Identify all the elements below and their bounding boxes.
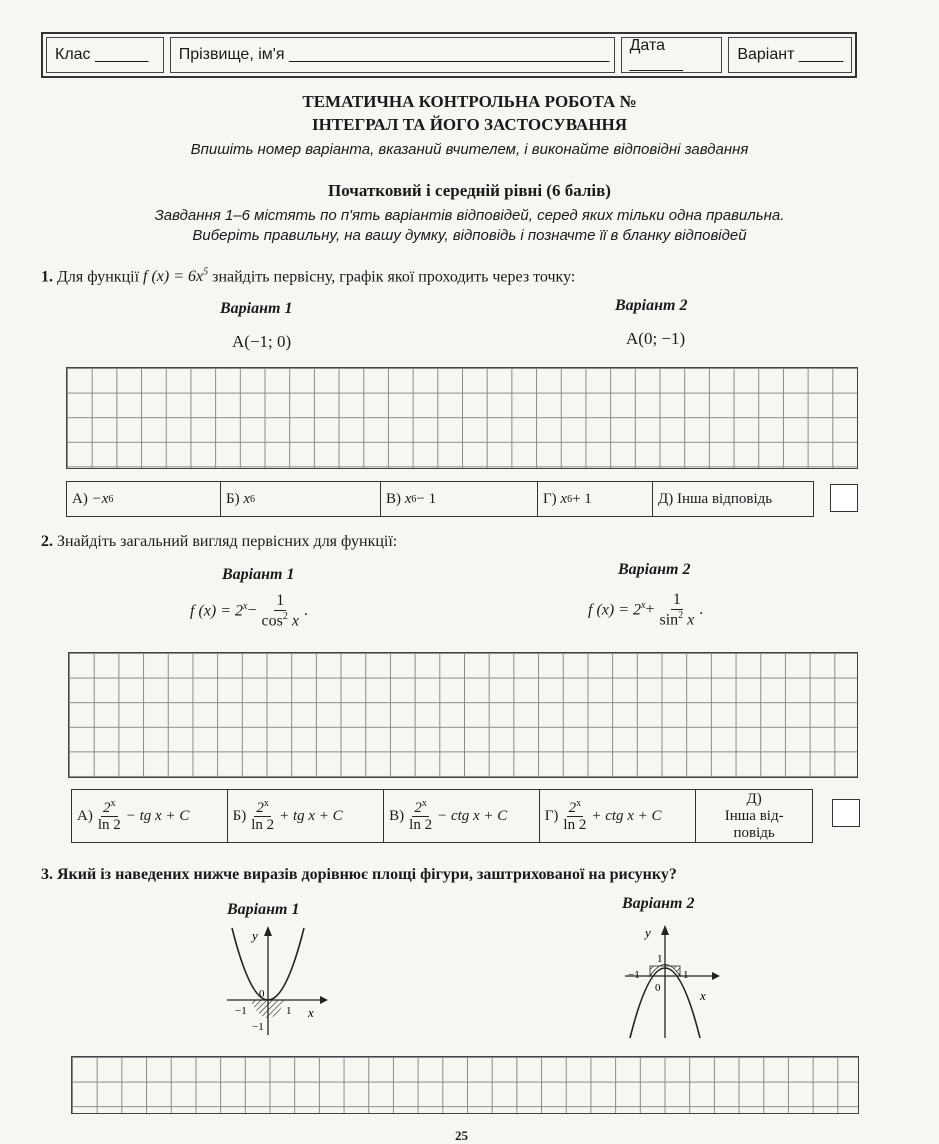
x-axis-arrow (712, 972, 720, 980)
task-3-variant-1-label: Варіант 1 (227, 901, 300, 918)
section-heading: Початковий і середній рівні (6 балів) (328, 181, 611, 200)
task-2-variant-1-function: f $(x) = 2^x$ − $\frac{1}{\cos^2 x}$ . (190, 592, 308, 629)
task-3-variant-2-label: Варіант 2 (622, 895, 695, 912)
task-3-question: 3. Який із наведених нижче виразів дорівнює площі фігури, заштрихованої на рисунку? (41, 866, 677, 883)
student-info-header (41, 32, 857, 78)
task-1-option-d[interactable]: Г) x 6 + 1 (538, 482, 653, 516)
task-1-variant-1-label: Варіант 1 (220, 300, 293, 317)
task-1-question: 1. Для функції f $(x) = 6x^5$ знайдіть первісну, графік якої проходить через точку: (41, 267, 576, 286)
task-2-option-e[interactable]: Д) Інша від- повідь (724, 790, 784, 841)
task-1-option-e[interactable]: Д) Інша відповідь (658, 490, 773, 507)
task-1-variant-2-label: Варіант 2 (615, 297, 688, 314)
minus-one-x-label: −1 (235, 1005, 247, 1017)
task-2-variant-2-label: Варіант 2 (618, 561, 691, 578)
y-axis-label: y (645, 925, 651, 940)
date-field[interactable]: Дата ______ (621, 37, 723, 73)
test-subject: ІНТЕГРАЛ ТА ЙОГО ЗАСТОСУВАННЯ (311, 115, 628, 134)
task-2-answer-box[interactable] (832, 799, 860, 827)
y-axis-label: y (252, 928, 258, 943)
task-3-graph-variant-2 (620, 920, 730, 1040)
one-y-label: 1 (657, 953, 663, 965)
origin-label: 0 (259, 988, 265, 1000)
origin-label: 0 (655, 982, 661, 994)
one-x-label: 1 (683, 969, 689, 981)
task-2-option-d[interactable]: Г) $\frac{2^x}{\ln 2}$ + ctg x + C (540, 790, 697, 842)
task-2-number: 2. (41, 533, 53, 550)
section-note-2: Виберіть правильну, на вашу думку, відповідь і позначте її в бланку відповідей (192, 227, 747, 244)
task-2-variant-1-label: Варіант 1 (222, 566, 295, 583)
task-2-option-a[interactable]: А) $\frac{2^x}{\ln 2}$ − tg x + C (72, 790, 228, 842)
task-2-answer-options (71, 789, 813, 843)
class-field[interactable]: Клас ______ (46, 37, 164, 73)
variant-field[interactable]: Варіант _____ (728, 37, 852, 73)
section-note-1: Завдання 1–6 містять по п'ять варіантів відповідей, серед яких тільки одна правильна. (154, 207, 785, 224)
task-2-option-c[interactable]: В) $\frac{2^x}{\ln 2}$ − ctg x + C (384, 790, 540, 842)
task-1-option-a[interactable]: А) −x 6 (67, 482, 221, 516)
task-1-option-b[interactable]: Б) x 6 (221, 482, 381, 516)
instruction: Впишіть номер варіанта, вказаний вчителем, і виконайте відповідні завдання (190, 141, 749, 158)
task-3-work-grid[interactable] (71, 1056, 859, 1114)
x-axis-label: x (308, 1005, 314, 1020)
task-1-answer-box[interactable] (830, 484, 858, 512)
y-axis-arrow (661, 925, 669, 935)
task-1-number: 1. (41, 268, 53, 286)
task-2-work-grid[interactable] (68, 652, 858, 778)
name-field[interactable]: Прізвище, ім'я ____________________________________ (170, 37, 615, 73)
task-1-option-c[interactable]: В) x 6 − 1 (381, 482, 538, 516)
task-2-option-b[interactable]: Б) $\frac{2^x}{\ln 2}$ + tg x + C (228, 790, 385, 842)
one-x-label: 1 (286, 1005, 292, 1017)
y-axis-arrow (264, 926, 272, 936)
task-2-variant-2-function: f $(x) = 2^x$ + $\frac{1}{\sin^2 x}$ . (588, 591, 704, 628)
x-axis-arrow (320, 996, 328, 1004)
task-2-question: 2. Знайдіть загальний вигляд первісних для функції: (41, 533, 398, 550)
task-3-number: 3. (41, 866, 53, 883)
task-1-variant-2-point: A(0; −1) (626, 329, 686, 348)
x-axis-label: x (700, 988, 706, 1003)
minus-one-x-label: −1 (628, 969, 640, 981)
test-title: ТЕМАТИЧНА КОНТРОЛЬНА РОБОТА № (302, 92, 637, 111)
task-1-function: f $(x) = 6x^5$ (143, 267, 209, 286)
page-number: 25 (455, 1128, 468, 1143)
task-1-variant-1-point: A(−1; 0) (232, 332, 292, 351)
task-1-work-grid[interactable] (66, 367, 858, 469)
minus-one-y-label: −1 (252, 1021, 264, 1033)
task-1-answer-options (66, 481, 814, 517)
task-3-graph-variant-1 (222, 920, 332, 1040)
